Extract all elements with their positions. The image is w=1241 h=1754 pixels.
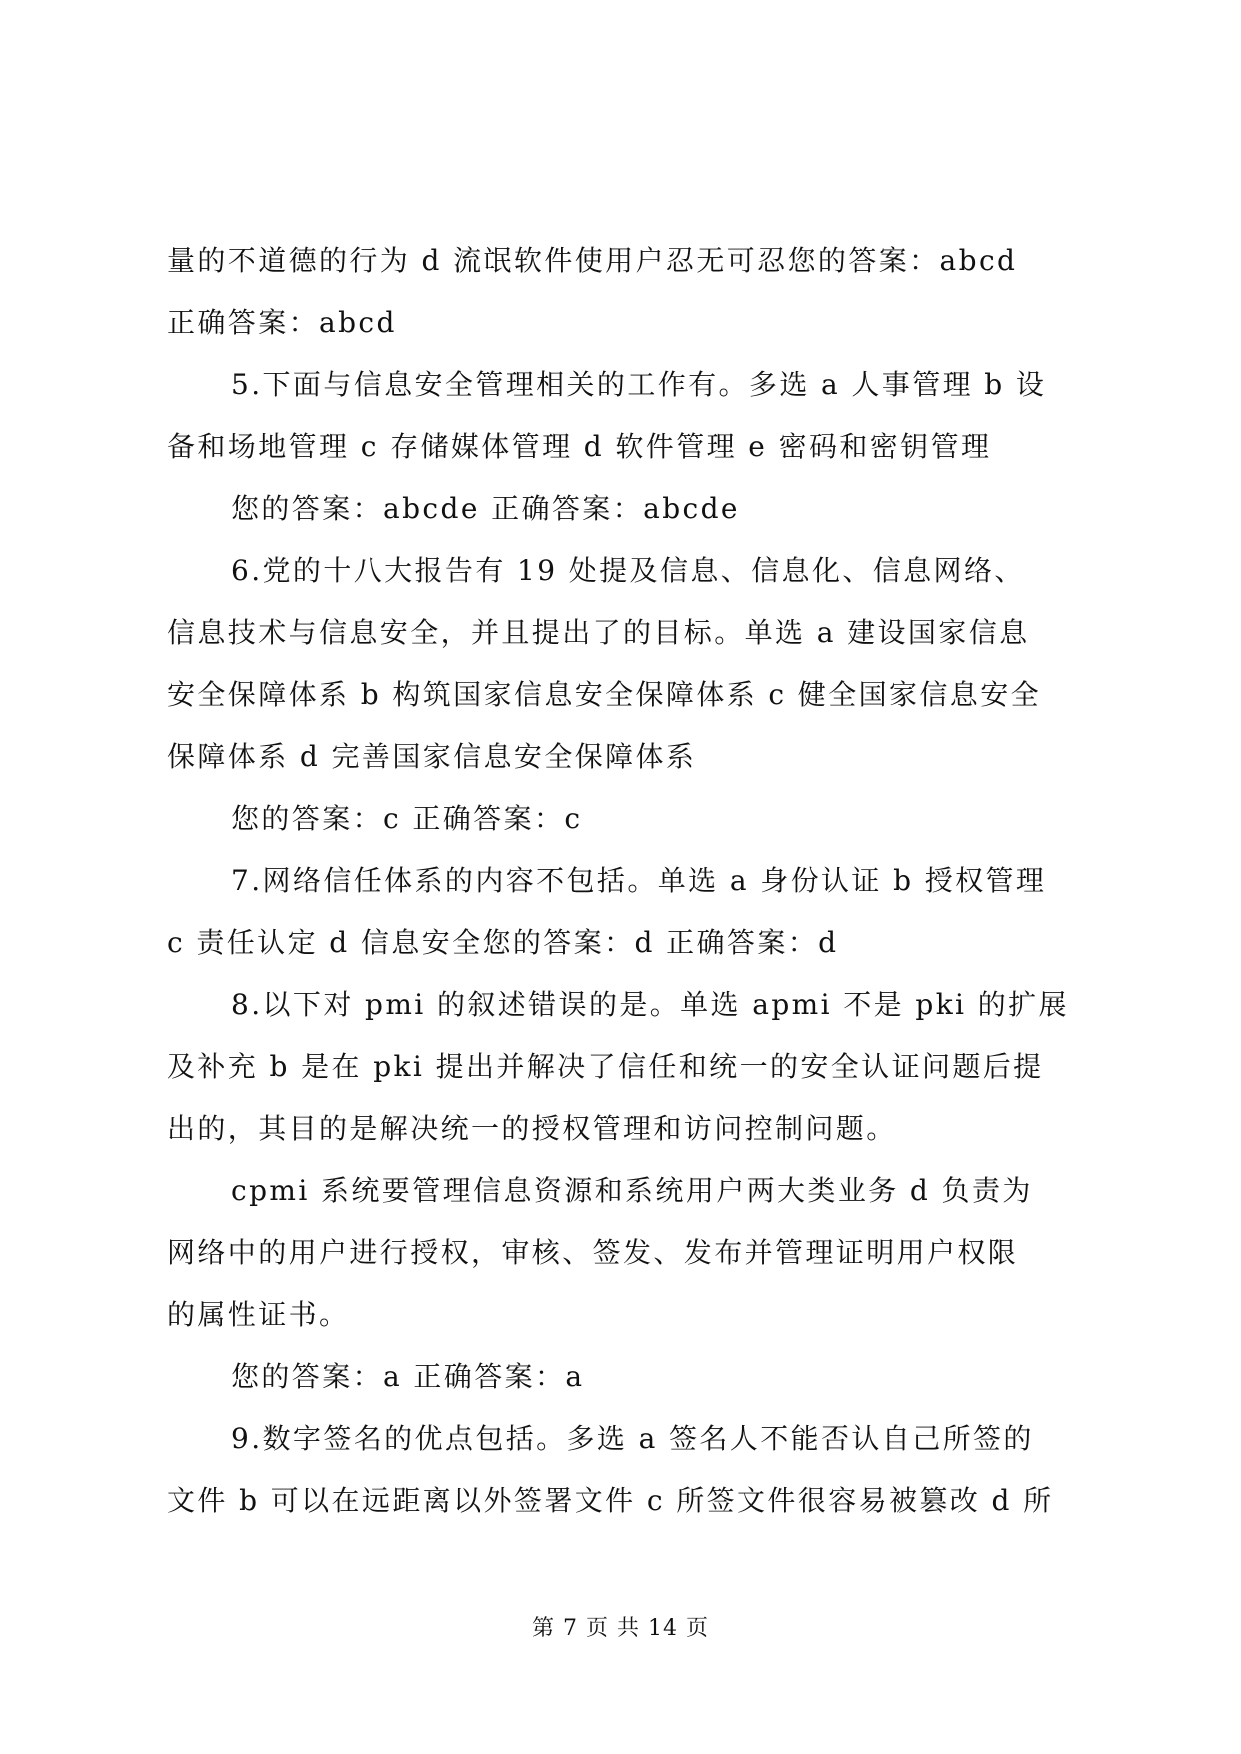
- text-line: 文件 b 可以在远距离以外签署文件 c 所签文件很容易被篡改 d 所: [167, 1484, 1054, 1517]
- text-line: c 责任认定 d 信息安全您的答案：d 正确答案：d: [167, 926, 839, 959]
- text-line: 安全保障体系 b 构筑国家信息安全保障体系 c 健全国家信息安全: [167, 678, 1042, 711]
- answer-line: 您的答案：a 正确答案：a: [231, 1360, 585, 1393]
- question-6-line: 6.党的十八大报告有 19 处提及信息、信息化、信息网络、: [231, 554, 1025, 587]
- answer-line: 您的答案：abcde 正确答案：abcde: [231, 492, 740, 525]
- page-number-footer: 第 7 页 共 14 页: [532, 1616, 709, 1641]
- answer-line: 您的答案：c 正确答案：c: [231, 802, 583, 835]
- question-5-line: 5.下面与信息安全管理相关的工作有。多选 a 人事管理 b 设: [231, 368, 1047, 401]
- question-8-line: 8.以下对 pmi 的叙述错误的是。单选 apmi 不是 pki 的扩展: [231, 988, 1069, 1021]
- text-line: 网络中的用户进行授权，审核、签发、发布并管理证明用户权限: [167, 1236, 1019, 1269]
- text-line: 正确答案：abcd: [167, 306, 397, 339]
- text-line: 量的不道德的行为 d 流氓软件使用户忍无可忍您的答案：abcd: [167, 244, 1018, 277]
- question-7-line: 7.网络信任体系的内容不包括。单选 a 身份认证 b 授权管理: [231, 864, 1047, 897]
- text-line: cpmi 系统要管理信息资源和系统用户两大类业务 d 负责为: [231, 1174, 1033, 1207]
- document-body: [167, 230, 1079, 1532]
- text-line: 的属性证书。: [167, 1298, 350, 1331]
- text-line: 备和场地管理 c 存储媒体管理 d 软件管理 e 密码和密钥管理: [167, 430, 992, 463]
- text-line: 及补充 b 是在 pki 提出并解决了信任和统一的安全认证问题后提: [167, 1050, 1044, 1083]
- text-line: 保障体系 d 完善国家信息安全保障体系: [167, 740, 697, 773]
- question-9-line: 9.数字签名的优点包括。多选 a 签名人不能否认自己所签的: [231, 1422, 1034, 1455]
- text-line: 信息技术与信息安全，并且提出了的目标。单选 a 建设国家信息: [167, 616, 1030, 649]
- text-line: 出的，其目的是解决统一的授权管理和访问控制问题。: [167, 1112, 897, 1145]
